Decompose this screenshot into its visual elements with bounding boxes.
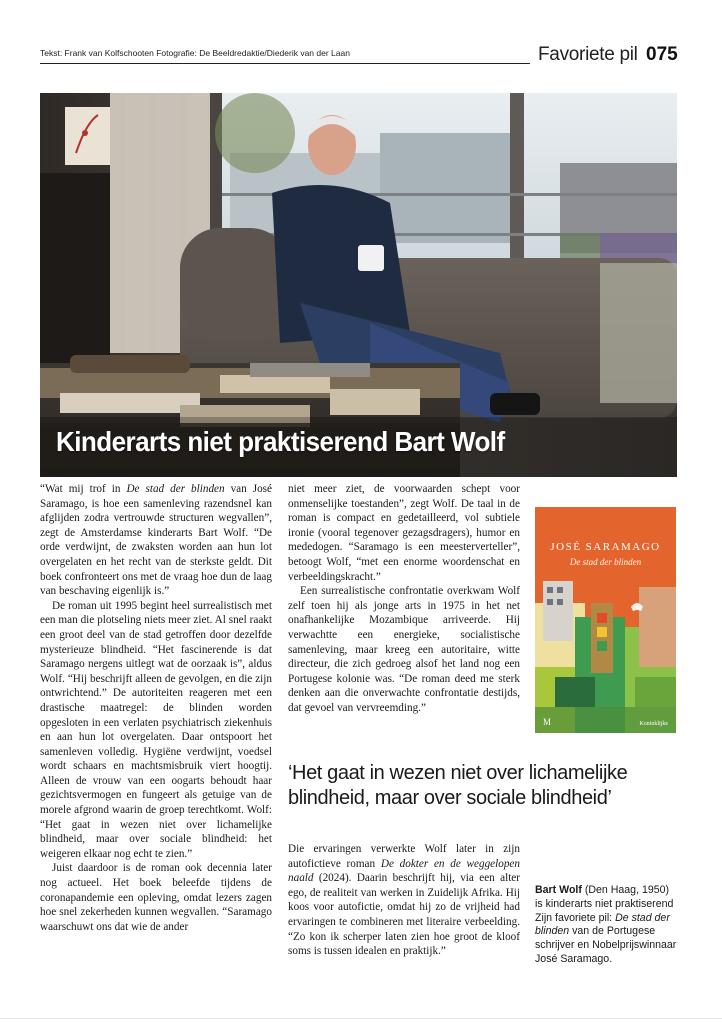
paragraph: Juist daardoor is de roman ook decennia later nog actueel. Het boek beleefde tijdens de coronapandemie een opleving, omdat lezers zagen hoe snel zekerheden kunnen wegvallen. “Saramago waarschuwt ons dat wie de ander xyxy=(40,862,272,933)
portrait-photo xyxy=(40,93,677,477)
bio-pill-title: De stad der blinden xyxy=(535,911,670,938)
paragraph: Een surrealistische confrontatie overkwam Wolf zelf toen hij als jonge arts in 1975 in het net onafhankelijke Mozambique arriveerde. Hij verwachtte een energieke, socialistische samenleving, maar kreeg een autoritaire, witte directeur, die zich gedroeg alsof het land nog een Portugese kolonie was. “De roman deed me sterk denken aan die onverwachte confrontatie destijds, dat gevoel van vervreemding.” xyxy=(288,585,520,714)
paragraph-text: “Wat mij trof in xyxy=(40,483,127,495)
paragraph: De roman uit 1995 begint heel surrealistisch met een man die plotseling niets meer ziet. Al snel raakt een groot deel van de stad getroffen door dezelfde mysterieuze blindheid. “Het fascinerende is dat Saramago nergens uitlegt wat de oorzaak is”, aldus Wolf. “Hij beschrijft alleen de gevolgen, en die zijn ontwrichtend.” De autoriteiten reageren met een drastische maatregel: de blinden worden opgesloten in een verlaten psychiatrisch ziekenhuis en aan hun lot overgelaten. Daar ontspoort het samenleven volledig. Hygiëne verdwijnt, voedsel wordt schaars en machtsmisbruik viert hoogtij. Alleen de vrouw van een oogarts behoudt haar gezichtsvermogen en fungeert als getuige van de morele afgrond waarin de groep terechtkomt. Wolf: “Het gaat in wezen niet over lichamelijke blindheid, maar over sociale blindheid: het weigeren elkaar nog echt te zien.” xyxy=(40,599,272,860)
body-column-2b xyxy=(288,842,520,959)
book-title: De stad der blinden xyxy=(569,557,642,567)
bio-box xyxy=(535,884,685,967)
paragraph-text: van José Saramago, is hoe een samenleving razendsnel kan afglijden zodra vertrouwde structuren wegvallen”, zegt de Amsterdamse kinderarts Bart Wolf. “De orde verdwijnt, de zwaksten worden aan hun lot overgelaten en het recht van de sterkste geldt. Dit boek confronteert ons met de vraag hoe dun de laag van beschaving eigenlijk is.” xyxy=(40,483,272,598)
paragraph xyxy=(288,842,520,959)
bio-pill-rest: van de Portugese schrijver en Nobelprijswinnaar José Saramago. xyxy=(535,925,677,965)
paragraph-text: (2024). Daarin beschrijft hij, via een alter ego, de realiteit van werken in Zuidelijk Afrika. Hij koos voor autofictie, omdat hij zo de vrijheid had ervaringen te combineren met literaire verbeelding. “Zo kon ik scherper laten zien hoe groot de kloof soms is tussen idealen en praktijk.” xyxy=(288,872,520,958)
section-title: Favoriete pil xyxy=(538,44,638,65)
bio-line: is kinderarts niet praktiserend xyxy=(535,897,674,910)
book-publisher: Koninklijke xyxy=(639,721,668,727)
svg-text:M: M xyxy=(543,717,552,727)
credit-line: Tekst: Frank van Kolfschooten Fotografie: De Beeldredaktie/Diederik van der Laan xyxy=(40,48,350,58)
book-title-inline: De dokter en de weggelopen naald xyxy=(288,857,520,885)
bottom-rule xyxy=(0,1018,722,1019)
portrait-photo-graphic xyxy=(40,93,677,477)
body-column-1 xyxy=(40,482,272,934)
headline: Kinderarts niet praktiserend Bart Wolf xyxy=(56,426,505,457)
paragraph-text: Die ervaringen verwerkte Wolf later in zijn autofictieve roman xyxy=(288,843,520,870)
book-cover xyxy=(535,507,676,733)
bio-origin: (Den Haag, 1950) xyxy=(581,884,670,896)
page-number: 075 xyxy=(646,44,678,65)
book-author: JOSÉ SARAMAGO xyxy=(550,541,661,553)
body-column-2 xyxy=(288,482,520,716)
pull-quote: ‘Het gaat in wezen niet over lichamelijke blindheid, maar over sociale blindheid’ xyxy=(288,762,628,809)
bio-name: Bart Wolf xyxy=(535,884,582,896)
paragraph xyxy=(40,482,272,599)
header-rule xyxy=(40,63,530,64)
paragraph: niet meer ziet, de voorwaarden schept voor onmenselijke toestanden”, zegt Wolf. De taal in de roman is compact en gedetailleerd, vol subtiele ironie (vooral tegenover gezagsdragers), humor en mededogen. “Saramago is een meesterverteller”, betoogt Wolf, “met een enorme woordenschat en verbeeldingskracht.” xyxy=(288,483,520,583)
book-title-inline: De stad der blinden xyxy=(126,483,225,495)
bio-pill-label: Zijn favoriete pil: xyxy=(535,911,616,924)
